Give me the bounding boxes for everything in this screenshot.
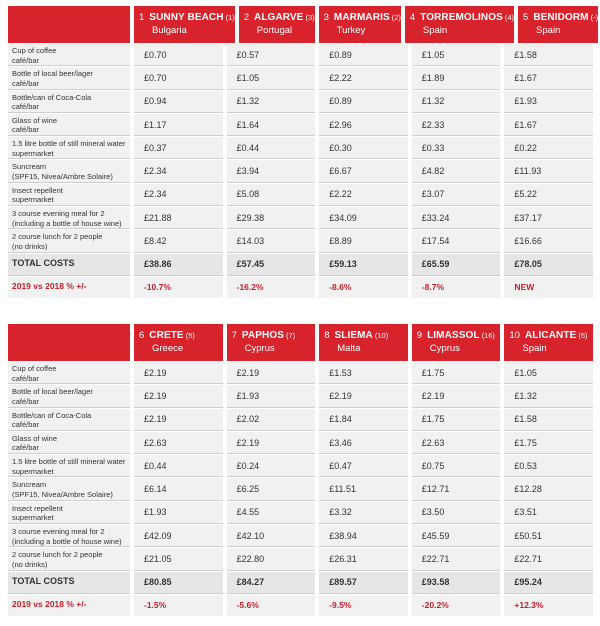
- price-table-1: [8, 6, 599, 298]
- row-label: Suncream (SPF15, Nivea/Ambre Solaire): [8, 478, 130, 500]
- total-cell: £95.24: [504, 572, 593, 594]
- price-cell: £42.10: [227, 525, 316, 547]
- price-cell: £1.53: [319, 362, 408, 384]
- price-cell: £8.89: [319, 230, 408, 252]
- price-cell: £1.32: [504, 385, 593, 407]
- price-cell: £33.24: [412, 207, 501, 229]
- price-cell: £29.38: [227, 207, 316, 229]
- price-cell: £22.80: [227, 548, 316, 570]
- table-row: [8, 525, 593, 547]
- price-cell: £0.30: [319, 137, 408, 159]
- change-row: [8, 277, 593, 298]
- change-cell: -8.7%: [412, 277, 501, 298]
- price-cell: £2.19: [134, 362, 223, 384]
- price-cell: £3.07: [412, 184, 501, 206]
- price-cell: £0.57: [227, 44, 316, 66]
- price-cell: £2.22: [319, 184, 408, 206]
- price-cell: £1.67: [504, 114, 593, 136]
- total-cell: £38.86: [134, 254, 223, 276]
- row-label: Bottle/can of Coca-Cola café/bar: [8, 409, 130, 431]
- price-cell: £4.55: [227, 502, 316, 524]
- destination-header: 6 CRETE (5) Greece: [134, 324, 223, 361]
- price-cell: £21.05: [134, 548, 223, 570]
- price-cell: £3.51: [504, 502, 593, 524]
- price-cell: £2.19: [319, 385, 408, 407]
- row-label: 3 course evening meal for 2 (including a bottle of house wine): [8, 525, 130, 547]
- total-cell: £57.45: [227, 254, 316, 276]
- price-cell: £0.70: [134, 67, 223, 89]
- price-cell: £2.63: [134, 432, 223, 454]
- table-header: [8, 324, 593, 361]
- price-cell: £2.34: [134, 160, 223, 182]
- price-cell: £0.94: [134, 91, 223, 113]
- total-label: TOTAL COSTS: [8, 254, 130, 276]
- table-row: [8, 548, 593, 570]
- total-row: [8, 254, 593, 276]
- price-cell: £38.94: [319, 525, 408, 547]
- row-label: 2 course lunch for 2 people (no drinks): [8, 230, 130, 252]
- total-row: [8, 572, 593, 594]
- table-row: [8, 207, 593, 229]
- price-cell: £3.50: [412, 502, 501, 524]
- table-row: [8, 432, 593, 454]
- total-cell: £59.13: [319, 254, 408, 276]
- price-cell: £42.09: [134, 525, 223, 547]
- table-row: [8, 160, 593, 182]
- price-cell: £34.09: [319, 207, 408, 229]
- price-cell: £11.93: [504, 160, 593, 182]
- price-cell: £1.89: [412, 67, 501, 89]
- price-cell: £0.53: [504, 455, 593, 477]
- price-cell: £2.19: [134, 409, 223, 431]
- price-cell: £2.19: [227, 362, 316, 384]
- table-row: [8, 478, 593, 500]
- header-blank: [8, 6, 130, 43]
- table-row: [8, 385, 593, 407]
- price-cell: £1.93: [134, 502, 223, 524]
- row-label: Glass of wine café/bar: [8, 114, 130, 136]
- price-cell: £45.59: [412, 525, 501, 547]
- price-cell: £21.88: [134, 207, 223, 229]
- destination-header: 7 PAPHOS (7) Cyprus: [227, 324, 316, 361]
- change-cell: -10.7%: [134, 277, 223, 298]
- price-cell: £1.05: [227, 67, 316, 89]
- price-cell: £50.51: [504, 525, 593, 547]
- table-row: [8, 91, 593, 113]
- destination-header: 5 BENIDORM (-) Spain: [518, 6, 598, 43]
- total-cell: £89.57: [319, 572, 408, 594]
- price-cell: £3.32: [319, 502, 408, 524]
- total-cell: £80.85: [134, 572, 223, 594]
- price-cell: £1.75: [412, 409, 501, 431]
- row-label: 2 course lunch for 2 people (no drinks): [8, 548, 130, 570]
- table-row: [8, 230, 593, 252]
- destination-header: 3 MARMARIS (2) Turkey: [319, 6, 401, 43]
- price-cell: £1.58: [504, 44, 593, 66]
- price-cell: £0.24: [227, 455, 316, 477]
- price-cell: £3.94: [227, 160, 316, 182]
- row-label: Cup of coffee café/bar: [8, 362, 130, 384]
- destination-header: 9 LIMASSOL (16) Cyprus: [412, 324, 501, 361]
- destination-header: 10 ALICANTE (6) Spain: [504, 324, 593, 361]
- price-cell: £12.28: [504, 478, 593, 500]
- table-row: [8, 409, 593, 431]
- change-cell: +12.3%: [504, 595, 593, 616]
- price-cell: £3.46: [319, 432, 408, 454]
- price-cell: £37.17: [504, 207, 593, 229]
- price-cell: £0.89: [319, 44, 408, 66]
- price-cell: £2.19: [227, 432, 316, 454]
- price-cell: £1.84: [319, 409, 408, 431]
- price-cell: £0.70: [134, 44, 223, 66]
- change-label: 2019 vs 2018 % +/-: [8, 595, 130, 616]
- price-cell: £1.32: [412, 91, 501, 113]
- row-label: Suncream (SPF15, Nivea/Ambre Solaire): [8, 160, 130, 182]
- price-cell: £14.03: [227, 230, 316, 252]
- price-cell: £1.05: [504, 362, 593, 384]
- price-cell: £4.82: [412, 160, 501, 182]
- price-cell: £6.14: [134, 478, 223, 500]
- table-row: [8, 184, 593, 206]
- price-table-2: [8, 324, 593, 616]
- change-cell: NEW: [504, 277, 593, 298]
- price-cell: £11.51: [319, 478, 408, 500]
- row-label: 3 course evening meal for 2 (including a bottle of house wine): [8, 207, 130, 229]
- table-row: [8, 67, 593, 89]
- price-cell: £2.34: [134, 184, 223, 206]
- price-cell: £0.44: [227, 137, 316, 159]
- price-cell: £0.47: [319, 455, 408, 477]
- price-cell: £1.75: [412, 362, 501, 384]
- row-label: Insect repellent supermarket: [8, 502, 130, 524]
- destination-header: 8 SLIEMA (10) Malta: [319, 324, 408, 361]
- price-cell: £5.22: [504, 184, 593, 206]
- price-cell: £0.37: [134, 137, 223, 159]
- price-cell: £2.22: [319, 67, 408, 89]
- price-cell: £8.42: [134, 230, 223, 252]
- table-row: [8, 137, 593, 159]
- row-label: Cup of coffee café/bar: [8, 44, 130, 66]
- price-cell: £2.19: [134, 385, 223, 407]
- price-cell: £1.93: [227, 385, 316, 407]
- destination-header: 2 ALGARVE (3) Portugal: [239, 6, 315, 43]
- price-cell: £1.93: [504, 91, 593, 113]
- row-label: Bottle/can of Coca-Cola café/bar: [8, 91, 130, 113]
- destination-header: 1 SUNNY BEACH (1) Bulgaria: [134, 6, 235, 43]
- total-cell: £78.05: [504, 254, 593, 276]
- row-label: Bottle of local beer/lager café/bar: [8, 385, 130, 407]
- price-cell: £2.33: [412, 114, 501, 136]
- price-cell: £17.54: [412, 230, 501, 252]
- change-cell: -1.5%: [134, 595, 223, 616]
- price-cell: £22.71: [504, 548, 593, 570]
- price-cell: £2.02: [227, 409, 316, 431]
- price-cell: £1.67: [504, 67, 593, 89]
- table-row: [8, 114, 593, 136]
- price-cell: £5.08: [227, 184, 316, 206]
- price-cell: £1.05: [412, 44, 501, 66]
- change-cell: -20.2%: [412, 595, 501, 616]
- row-label: Glass of wine café/bar: [8, 432, 130, 454]
- change-label: 2019 vs 2018 % +/-: [8, 277, 130, 298]
- change-cell: -8.6%: [319, 277, 408, 298]
- price-cell: £1.75: [504, 432, 593, 454]
- change-cell: -9.5%: [319, 595, 408, 616]
- row-label: Bottle of local beer/lager café/bar: [8, 67, 130, 89]
- price-cell: £1.58: [504, 409, 593, 431]
- total-cell: £84.27: [227, 572, 316, 594]
- price-cell: £0.75: [412, 455, 501, 477]
- change-cell: -16.2%: [227, 277, 316, 298]
- total-cell: £65.59: [412, 254, 501, 276]
- change-cell: -5.6%: [227, 595, 316, 616]
- price-cell: £2.96: [319, 114, 408, 136]
- price-cell: £0.22: [504, 137, 593, 159]
- price-cell: £1.64: [227, 114, 316, 136]
- price-cell: £22.71: [412, 548, 501, 570]
- row-label: Insect repellent supermarket: [8, 184, 130, 206]
- price-cell: £1.32: [227, 91, 316, 113]
- table-row: [8, 455, 593, 477]
- destination-header: 4 TORREMOLINOS (4) Spain: [405, 6, 514, 43]
- price-cell: £0.89: [319, 91, 408, 113]
- total-label: TOTAL COSTS: [8, 572, 130, 594]
- price-cell: £16.66: [504, 230, 593, 252]
- price-cell: £6.67: [319, 160, 408, 182]
- price-cell: £26.31: [319, 548, 408, 570]
- table-row: [8, 362, 593, 384]
- price-cell: £6.25: [227, 478, 316, 500]
- total-cell: £93.58: [412, 572, 501, 594]
- price-cell: £2.63: [412, 432, 501, 454]
- row-label: 1.5 litre bottle of still mineral water supermarket: [8, 455, 130, 477]
- header-blank: [8, 324, 130, 361]
- table-header: [8, 6, 599, 43]
- change-row: [8, 595, 593, 616]
- price-cell: £0.33: [412, 137, 501, 159]
- row-label: 1.5 litre bottle of still mineral water supermarket: [8, 137, 130, 159]
- price-cell: £0.44: [134, 455, 223, 477]
- price-cell: £2.19: [412, 385, 501, 407]
- table-row: [8, 502, 593, 524]
- price-cell: £1.17: [134, 114, 223, 136]
- price-cell: £12.71: [412, 478, 501, 500]
- table-row: [8, 44, 593, 66]
